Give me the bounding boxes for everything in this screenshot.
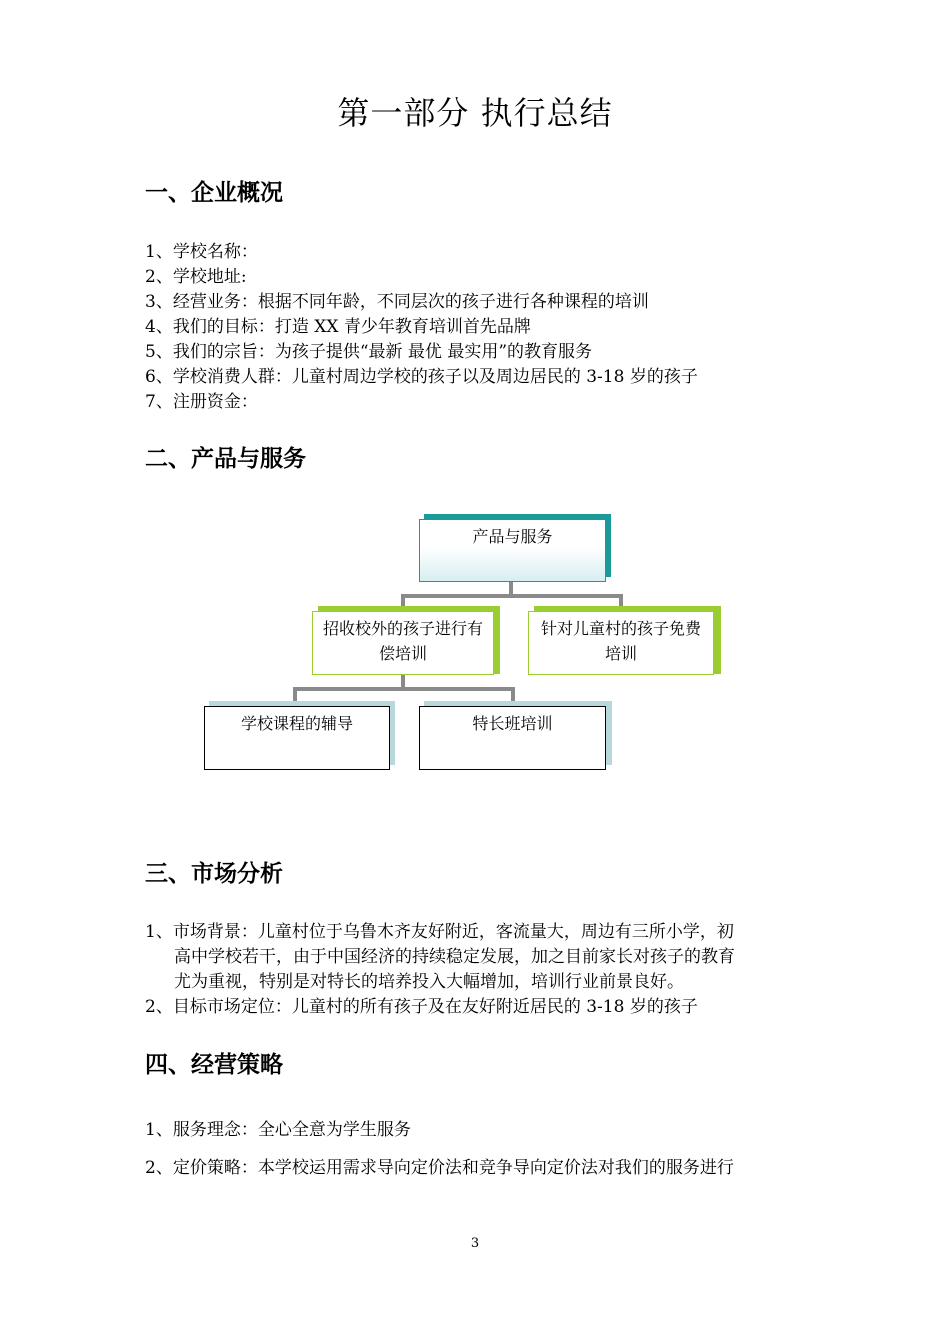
node-special-class-label: 特长班培训 [472, 714, 553, 733]
list-item [145, 920, 815, 995]
list-item: 1、服务理念：全心全意为学生服务 [145, 1120, 411, 1140]
list-item: 1、学校名称： [145, 242, 258, 262]
node-paid-training-line2: 偿培训 [378, 644, 427, 663]
list-item: 5、我们的宗旨：为孩子提供“最新 最优 最实用”的教育服务 [145, 342, 593, 362]
list-item: 3、经营业务：根据不同年龄，不同层次的孩子进行各种课程的培训 [145, 292, 649, 312]
node-root [419, 519, 606, 582]
section-heading-products: 二、产品与服务 [145, 446, 306, 472]
section-heading-market: 三、市场分析 [145, 861, 283, 887]
list-item: 2、学校地址: [145, 267, 247, 287]
node-special-class [419, 706, 606, 770]
section-heading-strategy: 四、经营策略 [145, 1052, 283, 1078]
node-free-training [528, 611, 714, 675]
connector-line [403, 594, 623, 598]
node-course-tutoring-label: 学校课程的辅导 [240, 714, 353, 733]
node-root-label: 产品与服务 [472, 527, 553, 546]
list-item: 6、学校消费人群：儿童村周边学校的孩子以及周边居民的 3-18 岁的孩子 [145, 367, 698, 387]
list-item: 2、定价策略：本学校运用需求导向定价法和竞争导向定价法对我们的服务进行 [145, 1158, 734, 1178]
node-course-tutoring [204, 706, 390, 770]
list-item: 2、目标市场定位：儿童村的所有孩子及在友好附近居民的 3-18 岁的孩子 [145, 997, 698, 1017]
list-item: 7、注册资金： [145, 392, 258, 412]
node-free-training-line1: 针对儿童村的孩子免费 [540, 619, 701, 638]
page-title: 第一部分 执行总结 [337, 94, 613, 132]
section-heading-overview: 一、企业概况 [145, 180, 283, 206]
list-item-continuation: 尤为重视，特别是对特长的培养投入大幅增加，培训行业前景良好。 [174, 972, 684, 992]
list-item-continuation: 高中学校若干，由于中国经济的持续稳定发展，加之目前家长对孩子的教育 [174, 947, 735, 967]
node-paid-training [312, 611, 494, 675]
connector-line [295, 687, 515, 691]
list-item: 4、我们的目标：打造 XX 青少年教育培训首先品牌 [145, 317, 531, 337]
node-free-training-line2: 培训 [604, 644, 637, 663]
list-item-text: 1、市场背景：儿童村位于乌鲁木齐友好附近，客流量大，周边有三所小学，初 [145, 922, 734, 942]
page-number: 3 [470, 1236, 480, 1251]
node-paid-training-line1: 招收校外的孩子进行有 [322, 619, 483, 638]
